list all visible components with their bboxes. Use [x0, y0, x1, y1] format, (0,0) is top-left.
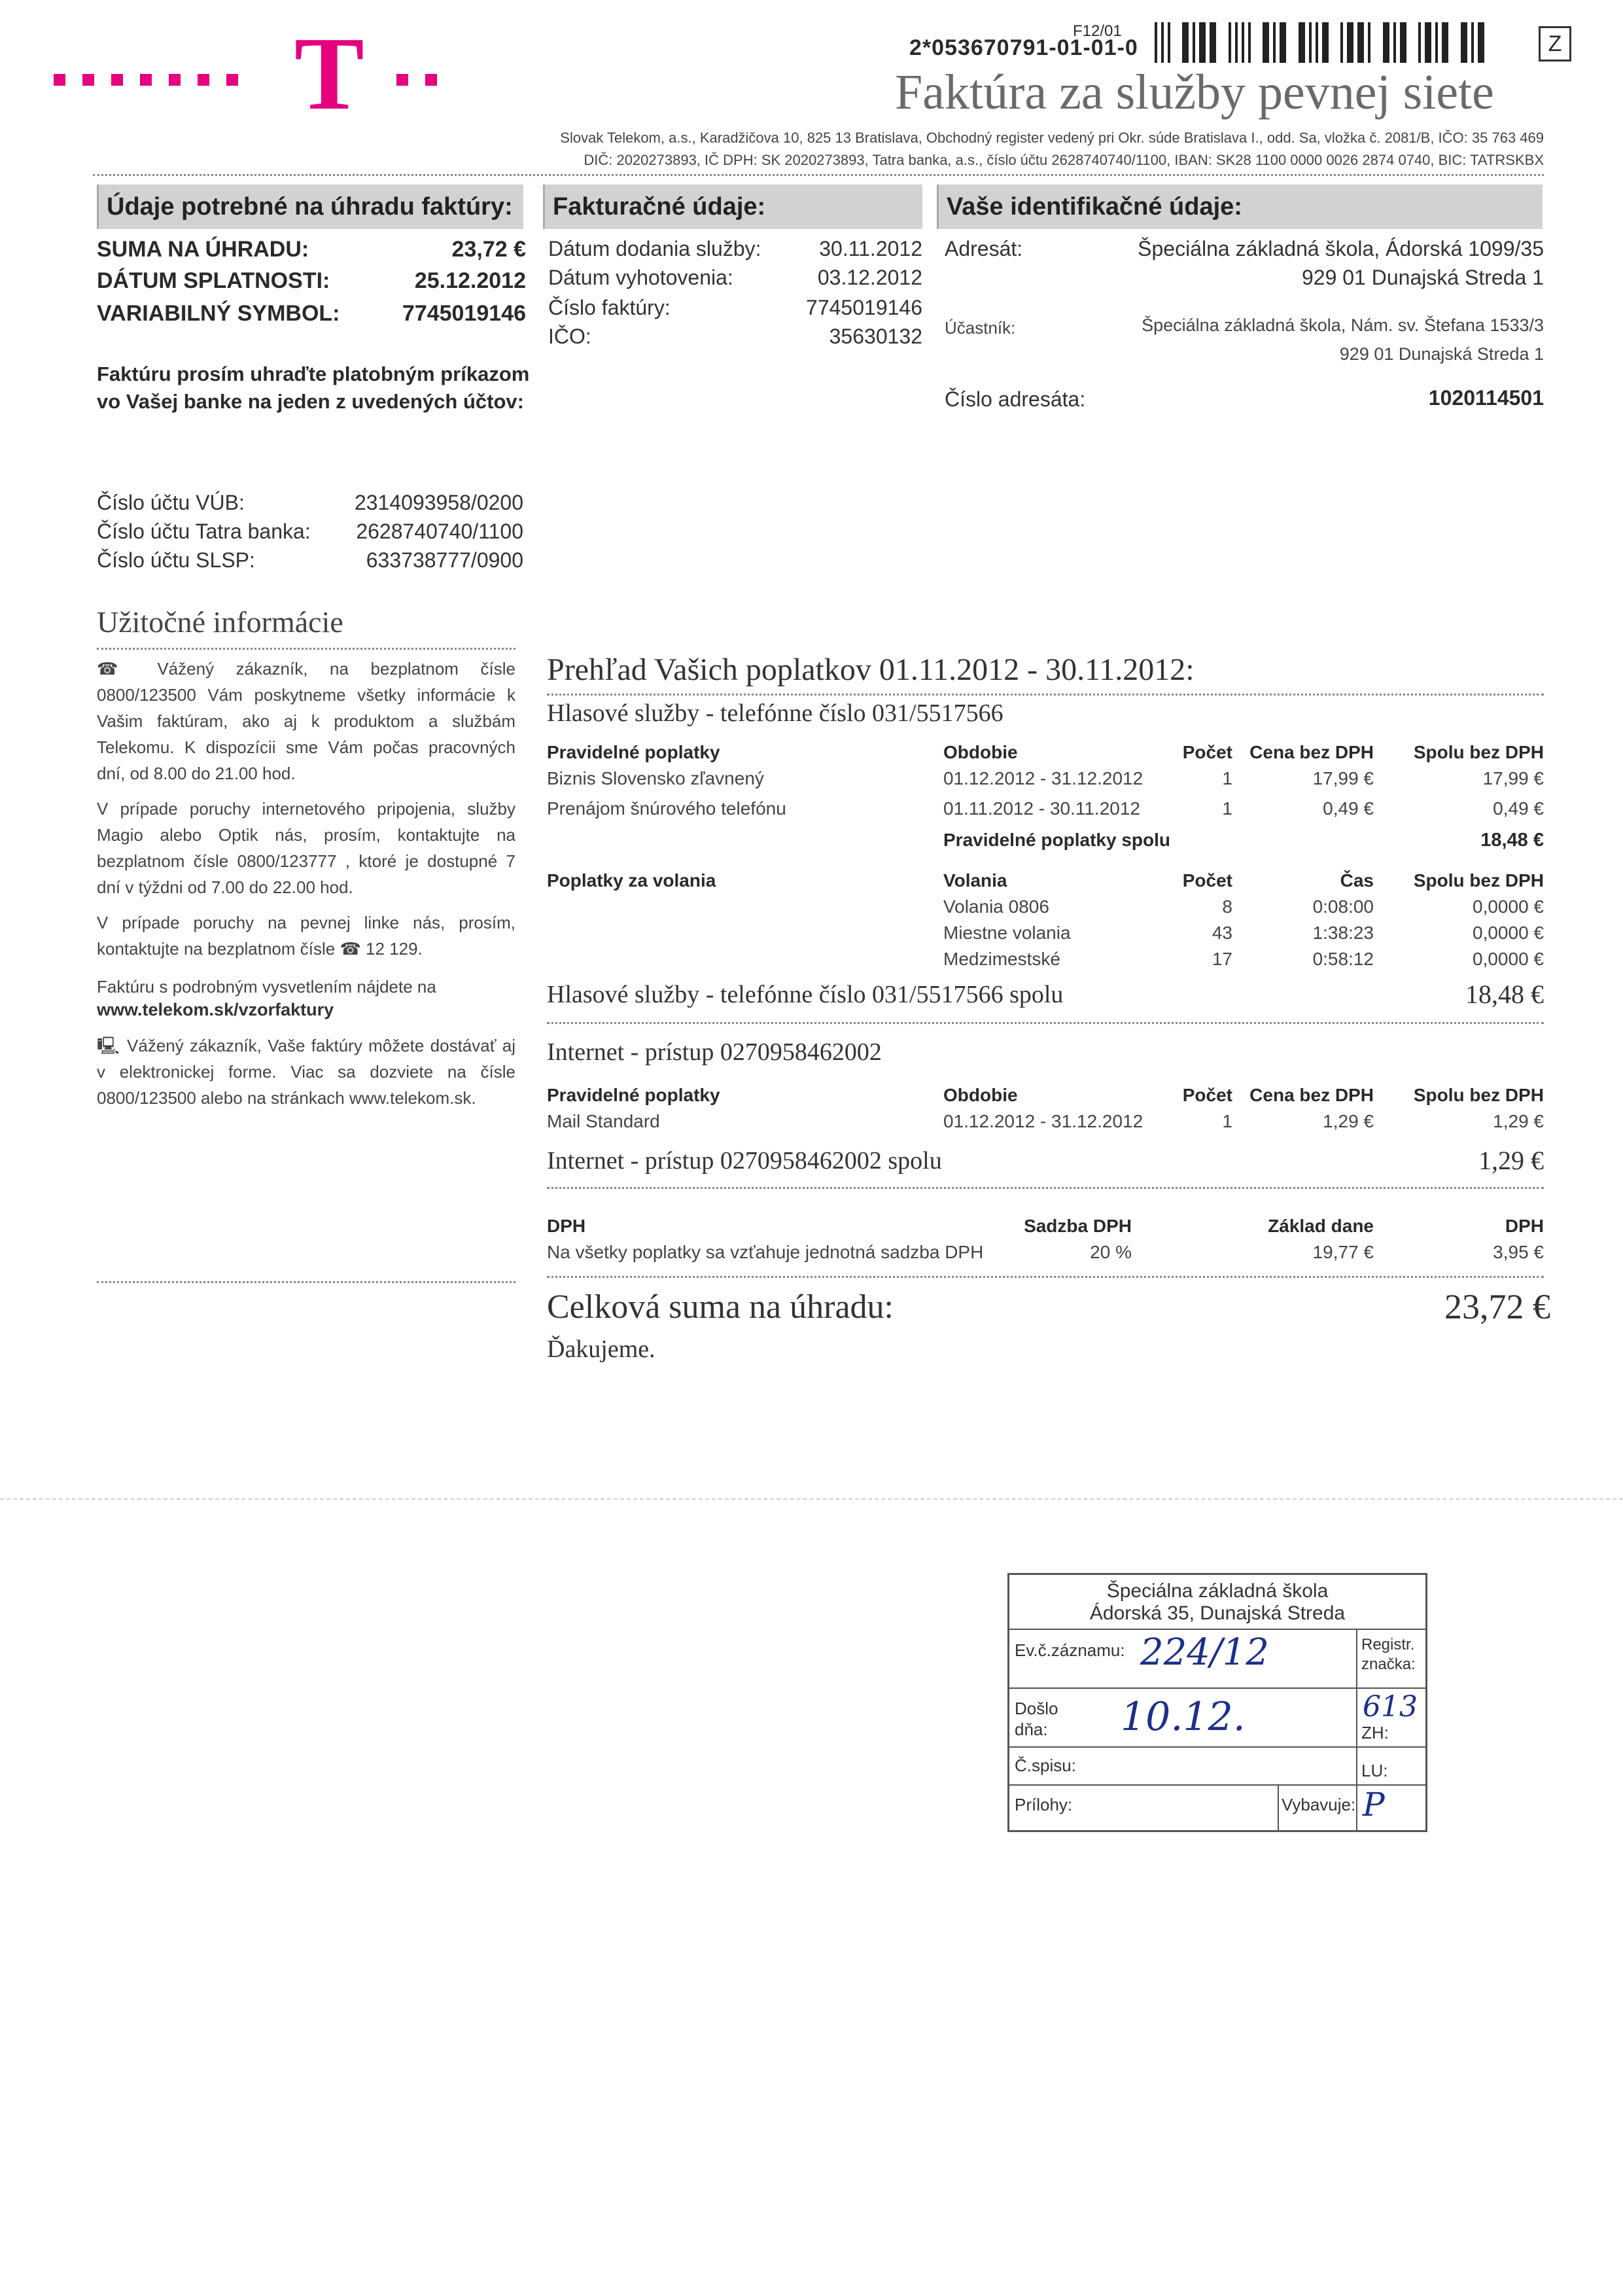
sum-label: SUMA NA ÚHRADU:: [97, 237, 309, 262]
account-value: 2628740740/1100: [356, 520, 523, 543]
overview-divider: [547, 694, 1544, 696]
col-total: Spolu bez DPH: [1413, 742, 1544, 762]
billing-value: 7745019146: [806, 296, 922, 319]
item-price: 17,99 €: [1312, 768, 1374, 788]
addressee-label: Adresát:: [945, 237, 1023, 260]
header-divider: [93, 174, 1544, 176]
vat-base-label: Základ dane: [1268, 1216, 1374, 1236]
addressee-line1: Špeciálna základná škola, Ádorská 1099/35: [1138, 237, 1544, 260]
item-name: Biznis Slovensko zľavnený: [547, 768, 764, 788]
voice-service-title: Hlasové služby - telefónne číslo 031/5517566: [547, 699, 1003, 727]
stamp-doslo-label: Došlo dňa:: [1015, 1699, 1058, 1739]
info-paragraph-internet: V prípade poruchy internetového pripojenia, služby Magio alebo Optik nás, prosím, kontaktujte na bezplatnom čísle 0800/123777 , ktoré je dostupné 7 dní v týždni od 7.00 do 22.00 hod.: [97, 799, 515, 897]
stamp-school-address: Ádorská 35, Dunajská Streda: [1089, 1602, 1346, 1624]
receipt-stamp: [1007, 1573, 1427, 1832]
computer-icon: 🖳: [97, 1036, 128, 1055]
voice-total-value: 18,48 €: [1465, 980, 1544, 1009]
col-count: Počet: [1182, 870, 1232, 891]
stamp-attachments-label: Prílohy:: [1015, 1795, 1073, 1814]
stamp-ev-label: Ev.č.záznamu:: [1015, 1640, 1125, 1660]
billing-label: Číslo faktúry:: [548, 296, 671, 319]
internet-divider: [547, 1187, 1544, 1189]
account-label: Číslo účtu SLSP:: [97, 548, 255, 572]
call-time: 0:08:00: [1312, 896, 1374, 917]
vat-divider: [547, 1276, 1544, 1278]
addressee-number-value: 1020114501: [1428, 386, 1544, 410]
item-period: 01.12.2012 - 31.12.2012: [943, 768, 1143, 788]
item-name: Mail Standard: [547, 1111, 660, 1131]
logo-dot: [54, 74, 65, 86]
vat-label: DPH: [547, 1216, 586, 1236]
billing-label: IČO:: [548, 325, 591, 348]
handwritten-handler: P: [1363, 1786, 1385, 1824]
voice-total-label: Hlasové služby - telefónne číslo 031/5517566 spolu: [547, 981, 1064, 1008]
handwritten-registry-mark: 613: [1363, 1690, 1418, 1723]
call-total: 0,0000 €: [1473, 923, 1544, 943]
account-value: 633738777/0900: [366, 548, 523, 572]
stamp-lu-label: LU:: [1361, 1761, 1388, 1780]
payment-heading: Údaje potrebné na úhradu faktúry:: [97, 185, 523, 229]
phone-icon: ☎: [97, 659, 158, 679]
item-count: 1: [1222, 1111, 1232, 1131]
stamp-school-name: Špeciálna základná škola: [1106, 1580, 1329, 1602]
item-period: 01.12.2012 - 31.12.2012: [943, 1111, 1143, 1131]
identification-heading: Vaše identifikačné údaje:: [937, 185, 1543, 229]
item-price: 1,29 €: [1323, 1111, 1374, 1131]
vat-rate: 20 %: [1090, 1242, 1132, 1262]
billing-label: Dátum vyhotovenia:: [548, 266, 733, 289]
call-count: 17: [1212, 949, 1232, 969]
overview-title: Prehľad Vašich poplatkov 01.11.2012 - 30.11.2012:: [547, 652, 1195, 687]
addressee-line2: 929 01 Dunajská Streda 1: [1301, 266, 1544, 289]
grand-total-label: Celková suma na úhradu:: [547, 1288, 894, 1326]
logo-dot: [140, 74, 152, 86]
account-label: Číslo účtu Tatra banka:: [97, 520, 311, 543]
item-name: Prenájom šnúrového telefónu: [547, 798, 786, 819]
participant-line1: Špeciálna základná škola, Nám. sv. Štefana 1533/3: [1142, 315, 1544, 335]
call-count: 43: [1212, 923, 1232, 943]
col-time: Čas: [1340, 870, 1374, 891]
info-paragraph-fixed-line: V prípade poruchy na pevnej linke nás, prosím, kontaktujte na bezplatnom čísle ☎ 12 129.: [97, 913, 515, 959]
call-fees-label: Poplatky za volania: [547, 870, 716, 891]
regular-sum-value: 18,48 €: [1480, 830, 1544, 851]
logo-dot: [111, 74, 123, 86]
col-count: Počet: [1182, 742, 1232, 762]
item-count: 1: [1222, 768, 1232, 788]
info-paragraph-einvoice: [97, 1033, 515, 1111]
billing-value: 35630132: [829, 325, 922, 348]
item-period: 01.11.2012 - 30.11.2012: [943, 798, 1140, 819]
call-time: 0:58:12: [1312, 949, 1374, 969]
call-total: 0,0000 €: [1473, 949, 1544, 969]
col-calls: Volania: [943, 870, 1007, 891]
logo-dot: [198, 74, 209, 86]
addressee-number-label: Číslo adresáta:: [945, 387, 1086, 411]
item-count: 1: [1222, 798, 1232, 819]
info-text: Vážený zákazník, na bezplatnom čísle 0800/123500 Vám poskytneme všetky informácie k Vašim faktúram, ako aj k produktom a službám Telekomu. K dispozícii sme Vám počas pracovných dní, od 8.00 do 21.00 hod.: [97, 659, 515, 783]
fold-line: [0, 1498, 1623, 1500]
participant-line2: 929 01 Dunajská Streda 1: [1339, 344, 1544, 364]
internet-total-value: 1,29 €: [1478, 1146, 1544, 1175]
item-total: 17,99 €: [1482, 768, 1544, 788]
handwritten-record-number: 224/12: [1140, 1631, 1270, 1674]
col-period: Obdobie: [943, 742, 1018, 762]
sample-invoice-link[interactable]: www.telekom.sk/vzorfaktury: [97, 1000, 334, 1019]
internet-title: Internet - prístup 0270958462002: [547, 1038, 882, 1066]
logo-dot: [169, 74, 181, 86]
internet-total-label: Internet - prístup 0270958462002 spolu: [547, 1147, 942, 1174]
item-price: 0,49 €: [1323, 798, 1374, 819]
grand-total-value: 23,72 €: [1444, 1287, 1550, 1326]
billing-value: 03.12.2012: [817, 266, 922, 289]
handwritten-received-date: 10.12.: [1121, 1694, 1246, 1740]
company-info-line1: Slovak Telekom, a.s., Karadžičova 10, 825 13 Bratislava, Obchodný register vedený pri Okr. súde Bratislava I., odd. Sa, vložka č. 2081/B, IČO: 35 763 469: [560, 130, 1544, 146]
col-period: Obdobie: [943, 1085, 1018, 1105]
billing-label: Dátum dodania služby:: [548, 237, 761, 260]
company-info-line2: DIČ: 2020273893, IČ DPH: SK 2020273893, Tatra banka, a.s., číslo účtu 2628740740/1100, IBAN: SK28 1100 0000 0026 2874 0740, BIC: TATRSKBX: [584, 152, 1544, 168]
call-time: 1:38:23: [1312, 923, 1374, 943]
logo-dot: [226, 74, 238, 86]
participant-label: Účastník:: [945, 318, 1016, 338]
call-total: 0,0000 €: [1473, 896, 1544, 917]
due-date-label: DÁTUM SPLATNOSTI:: [97, 268, 330, 293]
logo-dot: [425, 74, 437, 86]
voice-divider: [547, 1022, 1544, 1024]
account-value: 2314093958/0200: [354, 491, 523, 514]
col-price: Cena bez DPH: [1249, 742, 1374, 762]
call-type: Miestne volania: [943, 923, 1071, 943]
item-total: 1,29 €: [1493, 1111, 1544, 1131]
call-type: Medzimestské: [943, 949, 1060, 969]
payment-note-line2: vo Vašej banke na jeden z uvedených účtov:: [97, 390, 524, 413]
info-heading: Užitočné informácie: [97, 605, 343, 639]
due-date-value: 25.12.2012: [414, 268, 526, 293]
logo-dot: [396, 74, 408, 86]
logo-t: T: [294, 15, 364, 132]
col-price: Cena bez DPH: [1249, 1085, 1374, 1105]
payment-note-line1: Faktúru prosím uhraďte platobným príkazom: [97, 362, 530, 385]
left-bottom-divider: [97, 1281, 515, 1283]
stamp-reg-label: Registr. značka:: [1361, 1636, 1416, 1673]
info-paragraph-hotline: [97, 656, 515, 786]
stamp-handler-label: Vybavuje:: [1282, 1795, 1356, 1814]
z-box: Z: [1539, 26, 1571, 62]
info-text: Vážený zákazník, Vaše faktúry môžete dostávať aj v elektronickej forme. Viac sa dozviete na čísle 0800/123500 alebo na stránkach www.telekom.sk.: [97, 1036, 515, 1108]
variable-symbol-label: VARIABILNÝ SYMBOL:: [97, 301, 340, 326]
vat-note: Na všetky poplatky sa vzťahuje jednotná sadzba DPH: [547, 1242, 984, 1262]
vat-amount-label: DPH: [1505, 1216, 1544, 1236]
logo-dot: [82, 74, 94, 86]
vat-rate-label: Sadzba DPH: [1024, 1216, 1132, 1236]
regular-fees-label: Pravidelné poplatky: [547, 742, 720, 762]
invoice-title: Faktúra za služby pevnej siete: [895, 65, 1494, 120]
stamp-zh-label: ZH:: [1361, 1723, 1389, 1742]
stamp-file-label: Č.spisu:: [1015, 1756, 1076, 1775]
call-count: 8: [1222, 896, 1232, 917]
variable-symbol-value: 7745019146: [402, 301, 526, 326]
barcode: [1155, 22, 1488, 63]
vat-base: 19,77 €: [1312, 1242, 1374, 1262]
form-code: F12/01: [1073, 22, 1122, 40]
thanks-text: Ďakujeme.: [547, 1335, 655, 1363]
vat-amount: 3,95 €: [1493, 1242, 1544, 1262]
billing-heading: Fakturačné údaje:: [543, 185, 922, 229]
col-total: Spolu bez DPH: [1413, 870, 1544, 891]
account-label: Číslo účtu VÚB:: [97, 491, 245, 514]
billing-value: 30.11.2012: [819, 237, 922, 260]
call-type: Volania 0806: [943, 896, 1049, 917]
regular-sum-label: Pravidelné poplatky spolu: [943, 830, 1170, 850]
internet-regular-label: Pravidelné poplatky: [547, 1085, 720, 1105]
col-count: Počet: [1182, 1085, 1232, 1105]
col-total: Spolu bez DPH: [1413, 1085, 1544, 1105]
info-paragraph-sample: Faktúru s podrobným vysvetlením nájdete na: [97, 977, 436, 997]
item-total: 0,49 €: [1493, 798, 1544, 819]
sum-value: 23,72 €: [451, 237, 526, 262]
document-number: 2*053670791-01-01-0: [909, 35, 1138, 60]
info-divider: [97, 648, 515, 650]
